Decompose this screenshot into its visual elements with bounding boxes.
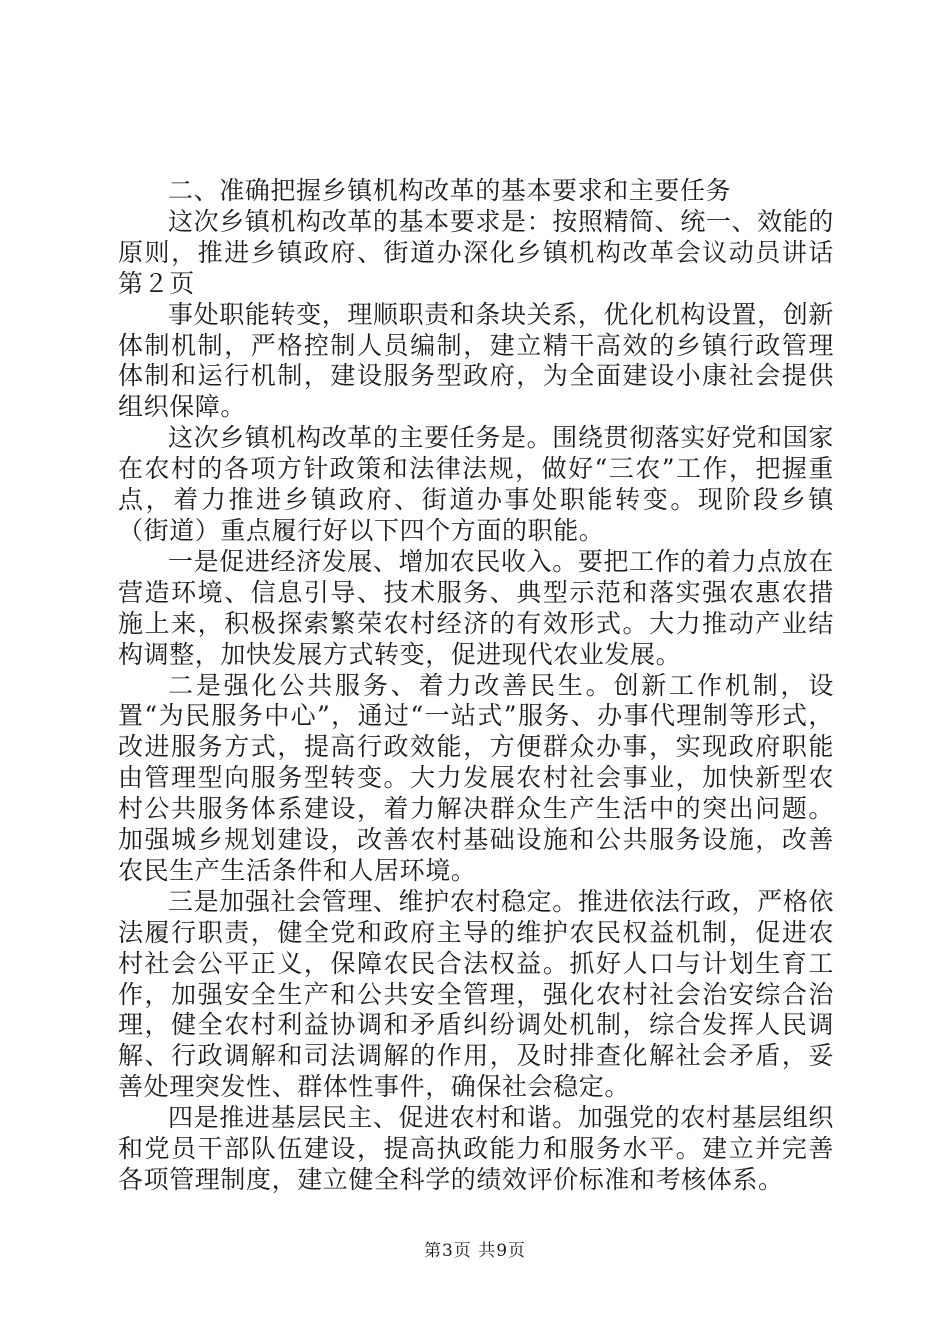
paragraph-task-one: 一是促进经济发展、增加农民收入。要把工作的着力点放在营造环境、信息引导、技术服务、典型示范和落实强农惠农措施上来，积极探索繁荣农村经济的有效形式。大力推动产业结构调整，加快发展方式转变，促进现代农业发展。 <box>118 546 834 669</box>
paragraph-task-two: 二是强化公共服务、着力改善民生。创新工作机制，设置“为民服务中心”，通过“一站式”服务、办事代理制等形式，改进服务方式，提高行政效能，方便群众办事，实现政府职能由管理型向服务型转变。大力发展农村社会事业，加快新型农村公共服务体系建设，着力解决群众生产生活中的突出问题。加强城乡规划建设，改善农村基础设施和公共服务设施，改善农民生产生活条件和人居环境。 <box>118 670 834 885</box>
section-heading: 二、准确把握乡镇机构改革的基本要求和主要任务 <box>168 176 732 205</box>
paragraph-basic-requirements: 这次乡镇机构改革的基本要求是：按照精简、统一、效能的原则，推进乡镇政府、街道办深化乡镇机构改革会议动员讲话第２页 <box>118 206 834 298</box>
paragraph-task-three: 三是加强社会管理、维护农村稳定。推进依法行政，严格依法履行职责，健全党和政府主导的维护农民权益机制，促进农村社会公平正义，保障农民合法权益。抓好人口与计划生育工作，加强安全生产和公共安全管理，强化农村社会治安综合治理，健全农村利益协调和矛盾纠纷调处机制，综合发挥人民调解、行政调解和司法调解的作用，及时排查化解社会矛盾，妥善处理突发性、群体性事件，确保社会稳定。 <box>118 886 834 1102</box>
paragraph-continuation: 事处职能转变，理顺职责和条块关系，优化机构设置，创新体制机制，严格控制人员编制，建立精干高效的乡镇行政管理体制和运行机制，建设服务型政府，为全面建设小康社会提供组织保障。 <box>118 299 834 422</box>
paragraph-task-four: 四是推进基层民主、促进农村和谐。加强党的农村基层组织和党员干部队伍建设，提高执政能力和服务水平。建立并完善各项管理制度，建立健全科学的绩效评价标准和考核体系。 <box>118 1103 834 1194</box>
page-number-footer: 第3页 共9页 <box>423 1241 527 1261</box>
document-body <box>118 176 834 1196</box>
paragraph-main-tasks: 这次乡镇机构改革的主要任务是。围绕贯彻落实好党和国家在农村的各项方针政策和法律法规，做好“三农”工作，把握重点，着力推进乡镇政府、街道办事处职能转变。现阶段乡镇（街道）重点履行好以下四个方面的职能。 <box>118 423 834 545</box>
